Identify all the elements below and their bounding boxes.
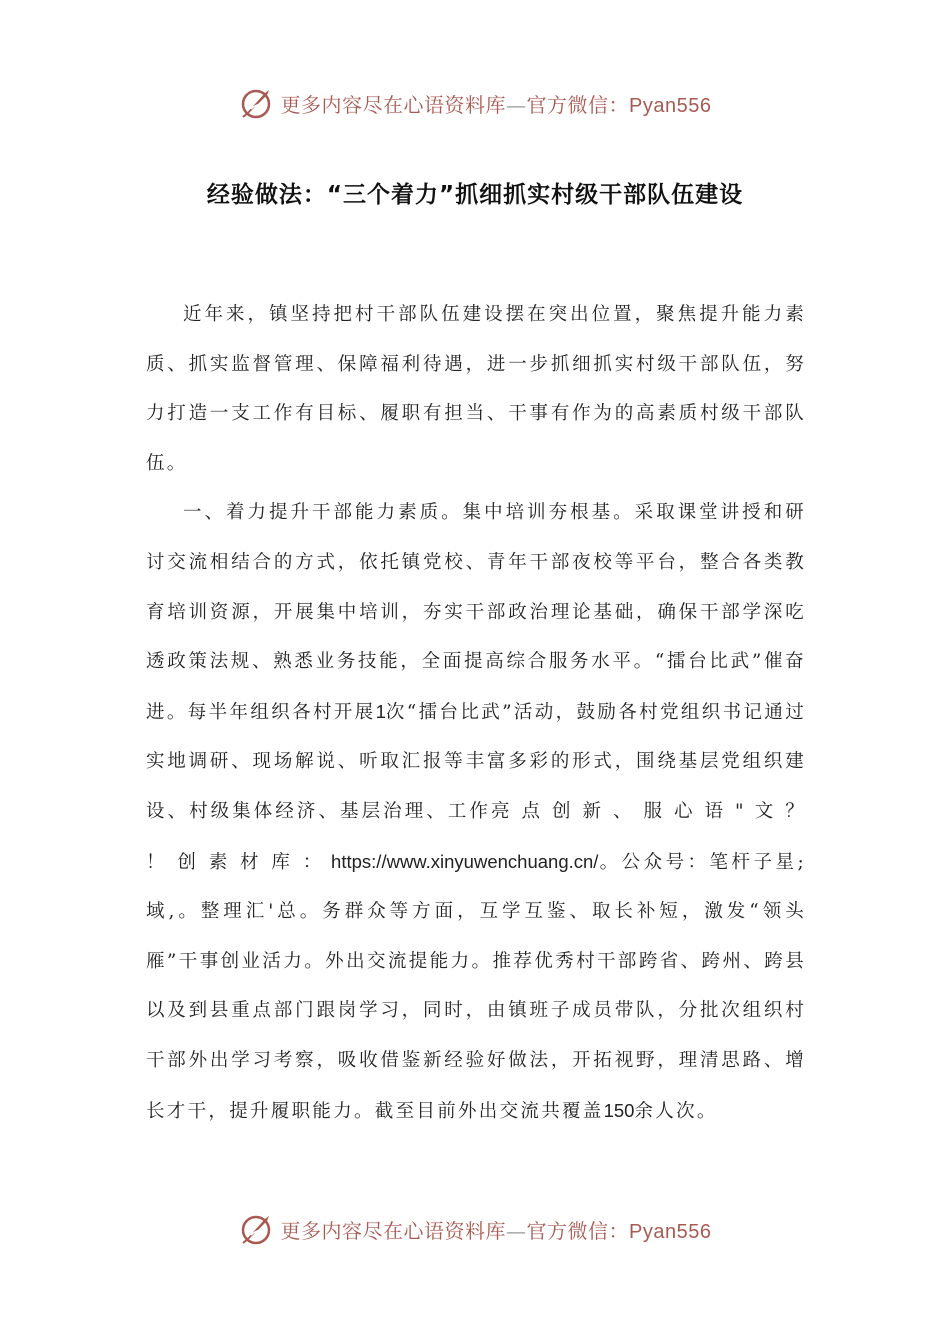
section-1-text-d: 余人次。 [634, 1100, 718, 1122]
watermark-wechat-label: 官方微信： [526, 92, 630, 117]
document-title: 经验做法：“三个着力”抓细抓实村级干部队伍建设 [206, 182, 744, 208]
section-1-text-a: 一、着力提升干部能力素质。集中培训夯根基。采取课堂讲授和研讨交流相结合的方式，依托镇党校、青年干部夜校等平台，整合各类教育培训资源，开展集中培训，夯实干部政治理论基础，确保干部学深吃透政策法规、熟悉业务技能，全面提高综合服务水平。“擂台比武”催奋进。每半年组织各村开展 [146, 502, 806, 723]
watermark-title: 更多内容尽在心语资料库 [280, 1218, 507, 1243]
website-url-link[interactable]: https://www.xinyuwenchuang.cn/ [324, 850, 599, 872]
watermark-banner-bottom [0, 1209, 950, 1249]
watermark-text [281, 1215, 712, 1244]
paragraph-intro: 近年来，镇坚持把村干部队伍建设摆在突出位置，聚焦提升能力素质、抓实监督管理、保障福利待遇，进一步抓细抓实村级干部队伍，努力打造一支工作有目标、履职有担当、干事有作为的高素质村级干部队伍。 [146, 304, 806, 474]
watermark-wechat-label: 官方微信： [526, 1218, 630, 1243]
quill-logo-icon [239, 85, 275, 121]
watermark-wechat-id: Pyan556 [629, 1220, 712, 1243]
watermark-dash: — [506, 1218, 527, 1243]
watermark-title: 更多内容尽在心语资料库 [280, 92, 507, 117]
section-1-number-b: 150 [603, 1099, 635, 1121]
paragraph-section-1 [146, 488, 806, 1136]
document-body [146, 290, 806, 1136]
section-1-number-a: 1 [375, 700, 386, 722]
watermark-dash: — [506, 92, 527, 117]
section-1-text-c: 。公众号：笔杆子星;域,。整理汇'总。务群众等方面，互学互鉴、取长补短，激发“领头雁”干事创业活力。外出交流提能力。推荐优秀村干部跨省、跨州、跨县以及到县重点部门跟岗学习，同时，由镇班子成员带队，分批次组织村干部外出学习考察，吸收借鉴新经验好做法，开拓视野，理清思路、增长才干，提升履职能力。截至目前外出交流共覆盖 [146, 851, 807, 1122]
quill-logo-icon [239, 1211, 275, 1247]
watermark-text [281, 89, 712, 118]
watermark-wechat-id: Pyan556 [629, 94, 712, 117]
watermark-banner-top [0, 83, 950, 123]
section-1-text-b: 次“擂台比武”活动，鼓励各村党组织书记通过实地调研、现场解说、听取汇报等丰富多彩的形式，围绕基层党组织建设、村级集体经济、基层治理、工作亮 点 创 新 、 服 心 语 " 文 ？ ！ 创 素 材 库 ： [146, 701, 807, 873]
